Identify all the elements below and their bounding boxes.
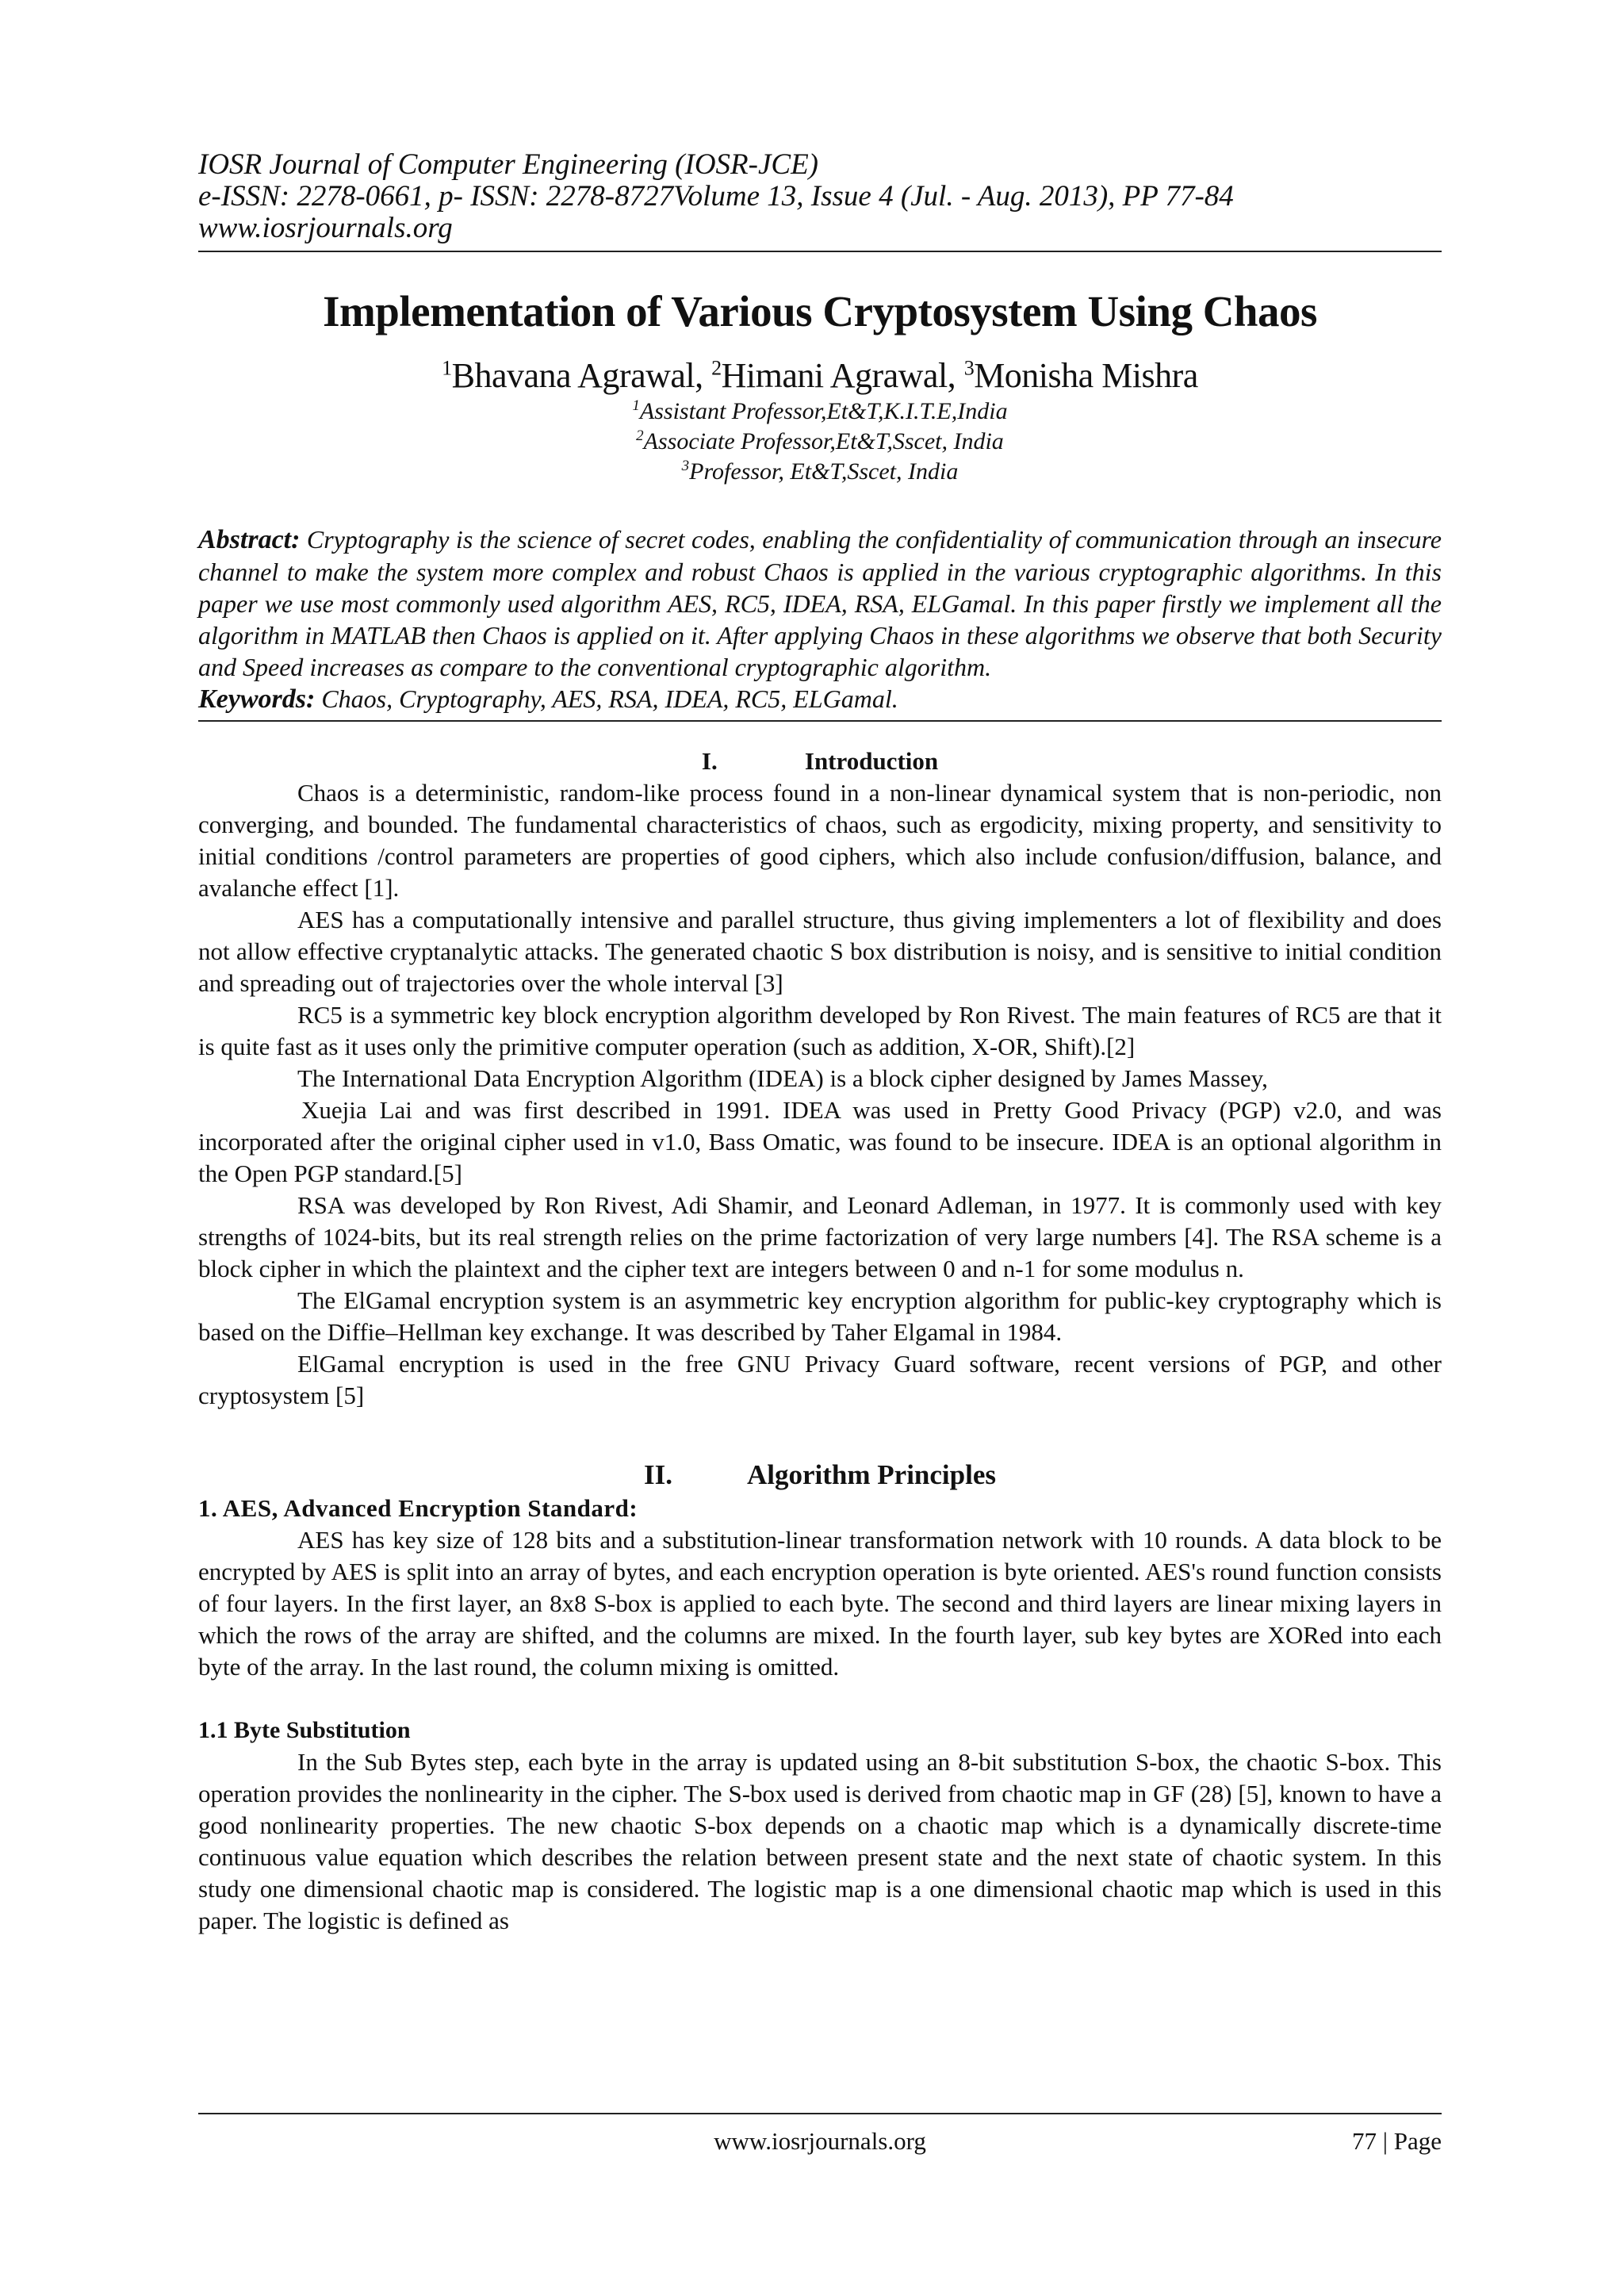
affiliation-3 bbox=[198, 457, 1442, 487]
author-3-name: Monisha Mishra bbox=[974, 356, 1198, 395]
section-1-number: I. bbox=[701, 747, 718, 775]
footer-page-number: 77 | Page bbox=[1352, 2127, 1442, 2155]
paper-title: Implementation of Various Cryptosystem Using Chaos bbox=[323, 287, 1317, 335]
paper-page bbox=[198, 149, 1442, 1937]
abstract-text: Cryptography is the science of secret codes, enabling the confidentiality of communication through an insecure channel to make the system more complex and robust Chaos is applied in the various cryptographic algorithms. In this paper we use most commonly used algorithm AES, RC5, IDEA, RSA, ELGamal. In this paper firstly we implement all the algorithm in MATLAB then Chaos is applied on it. After applying Chaos in these algorithms we observe that both Security and Speed increases as compare to the conventional cryptographic algorithm. bbox=[198, 525, 1442, 681]
affiliation-3-sup: 3 bbox=[681, 458, 690, 474]
journal-website: www.iosrjournals.org bbox=[198, 212, 453, 244]
section-2-number: II. bbox=[644, 1459, 672, 1490]
author-1-name: Bhavana Agrawal, bbox=[451, 356, 712, 395]
intro-paragraph-aes: AES has a computationally intensive and parallel structure, thus giving implementers a lot of flexibility and does not allow effective cryptanalytic attacks. The generated chaotic S box distribution is noisy, and is sensitive to initial condition and spreading out of trajectories over the whole interval [3] bbox=[198, 906, 1442, 997]
byte-substitution-paragraph: In the Sub Bytes step, each byte in the array is updated using an 8-bit substitution S-box, the chaotic S-box. This operation provides the nonlinearity in the cipher. The S-box used is derived from chaotic map in GF (28) [5], known to have a good nonlinearity properties. The new chaotic S-box depends on a chaotic map which is a dynamically discrete-time continuous value equation which describes the relation between present state and the next state of chaotic system. In this study one dimensional chaotic map is considered. The logistic map is a one dimensional chaotic map which is used in this paper. The logistic is defined as bbox=[198, 1748, 1442, 1934]
intro-paragraph-elgamal-usage: ElGamal encryption is used in the free GNU Privacy Guard software, recent versions of PGP, and other cryptosystem [5] bbox=[198, 1350, 1442, 1409]
journal-name: IOSR Journal of Computer Engineering (IOSR-JCE) bbox=[198, 148, 818, 181]
keywords bbox=[198, 683, 1442, 715]
affiliation-1-sup: 1 bbox=[632, 397, 640, 414]
intro-paragraph-rsa: RSA was developed by Ron Rivest, Adi Shamir, and Leonard Adleman, in 1977. It is commonly used with key strengths of 1024-bits, but its real strength relies on the prime factorization of very large numbers [4]. The RSA scheme is a block cipher in which the plaintext and the cipher text are integers between 0 and n-1 for some modulus n. bbox=[198, 1191, 1442, 1282]
intro-paragraph-idea-rest bbox=[198, 1094, 1442, 1190]
footer-website: www.iosrjournals.org bbox=[714, 2127, 926, 2155]
abstract bbox=[198, 523, 1442, 683]
subsection-aes-heading: 1. AES, Advanced Encryption Standard: bbox=[198, 1494, 638, 1522]
section-1-heading bbox=[198, 746, 1442, 777]
subsection-byte-substitution-heading: 1.1 Byte Substitution bbox=[198, 1717, 411, 1743]
affiliation-1 bbox=[198, 397, 1442, 427]
affiliation-2-text: Associate Professor,Et&T,Sscet, India bbox=[643, 428, 1004, 454]
section-2-title: Algorithm Principles bbox=[747, 1459, 996, 1490]
affiliation-1-text: Assistant Professor,Et&T,K.I.T.E,India bbox=[639, 398, 1008, 424]
section-2-heading bbox=[198, 1458, 1442, 1493]
footer-rule bbox=[198, 2113, 1442, 2114]
keywords-label: Keywords: bbox=[198, 684, 316, 714]
keywords-text: Chaos, Cryptography, AES, RSA, IDEA, RC5, ELGamal. bbox=[321, 684, 898, 713]
journal-issn: e-ISSN: 2278-0661, p- ISSN: 2278-8727Volume 13, Issue 4 (Jul. - Aug. 2013), PP 77-84 bbox=[198, 180, 1234, 213]
abstract-rule bbox=[198, 720, 1442, 722]
section-1-title: Introduction bbox=[804, 747, 939, 775]
intro-paragraph-chaos: Chaos is a deterministic, random-like process found in a non-linear dynamical system that is non-periodic, non converging, and bounded. The fundamental characteristics of chaos, such as ergodicity, mixing property, and sensitivity to initial conditions /control parameters are properties of good ciphers, which also include confusion/diffusion, balance, and avalanche effect [1]. bbox=[198, 779, 1442, 902]
journal-header bbox=[198, 149, 1442, 244]
author-list bbox=[198, 355, 1442, 397]
intro-paragraph-idea-line1: The International Data Encryption Algorithm (IDEA) is a block cipher designed by James Massey, bbox=[297, 1064, 1268, 1092]
author-2-name: Himani Agrawal, bbox=[721, 356, 964, 395]
aes-paragraph: AES has key size of 128 bits and a substitution-linear transformation network with 10 rounds. A data block to be encrypted by AES is split into an array of bytes, and each encryption operation is byte oriented. AES's round function consists of four layers. In the first layer, an 8x8 S-box is applied to each byte. The second and third layers are linear mixing layers in which the rows of the array are shifted, and the columns are mixed. In the fourth layer, sub key bytes are XORed into each byte of the array. In the last round, the column mixing is omitted. bbox=[198, 1526, 1442, 1681]
author-3-sup: 3 bbox=[963, 356, 975, 380]
intro-paragraph-idea-text: Xuejia Lai and was first described in 1991. IDEA was used in Pretty Good Privacy (PGP) v2.0, and was incorporated after the original cipher used in v1.0, Bass Omatic, was found to be insecure. IDEA is an optional algorithm in the Open PGP standard.[5] bbox=[198, 1096, 1442, 1187]
abstract-label: Abstract: bbox=[198, 525, 301, 554]
intro-paragraph-elgamal: The ElGamal encryption system is an asymmetric key encryption algorithm for public-key cryptography which is based on the Diffie–Hellman key exchange. It was described by Taher Elgamal in 1984. bbox=[198, 1286, 1442, 1346]
author-1-sup: 1 bbox=[442, 356, 452, 380]
author-2-sup: 2 bbox=[711, 356, 722, 380]
affiliation-2 bbox=[198, 427, 1442, 457]
affiliation-3-text: Professor, Et&T,Sscet, India bbox=[689, 458, 959, 485]
header-rule bbox=[198, 251, 1442, 252]
affiliation-2-sup: 2 bbox=[636, 427, 644, 444]
intro-paragraph-rc5: RC5 is a symmetric key block encryption algorithm developed by Ron Rivest. The main features of RC5 are that it is quite fast as it uses only the primitive computer operation (such as addition, X-OR, Shift).[2] bbox=[198, 1001, 1442, 1060]
